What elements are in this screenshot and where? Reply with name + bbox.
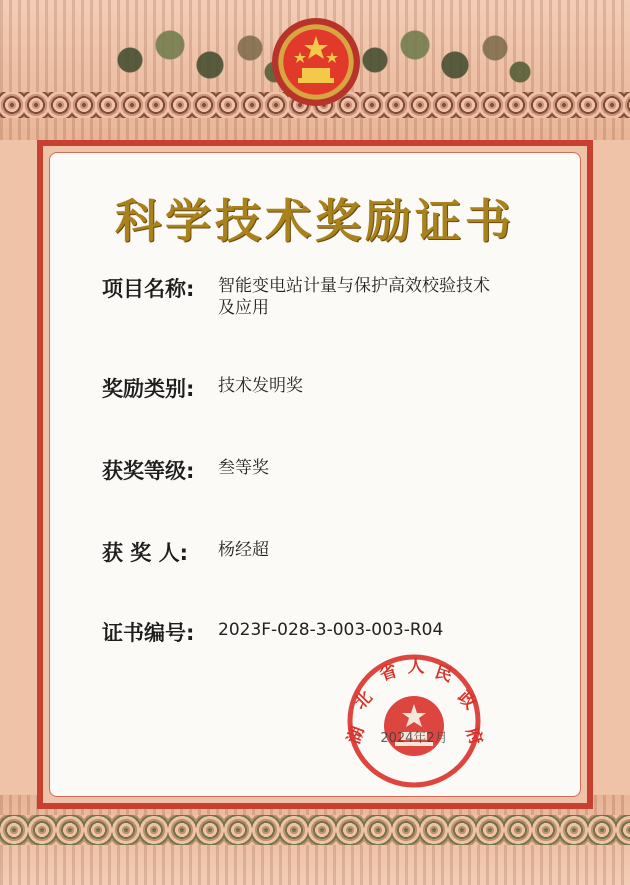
official-seal-stamp bbox=[343, 652, 487, 790]
svg-text:政: 政 bbox=[453, 687, 480, 714]
field-value: 2023F-028-3-003-003-R04 bbox=[218, 620, 444, 640]
svg-text:北: 北 bbox=[350, 687, 377, 714]
field-label: 项目名称: bbox=[102, 277, 195, 301]
field-label: 获 奖 人: bbox=[102, 541, 189, 565]
field-value: 杨经超 bbox=[218, 540, 269, 560]
field-label: 获奖等级: bbox=[102, 459, 195, 483]
svg-text:湖: 湖 bbox=[343, 723, 369, 747]
svg-text:民: 民 bbox=[432, 662, 455, 687]
field-label: 奖励类别: bbox=[102, 377, 195, 401]
issue-date: 2024年2月 bbox=[380, 731, 448, 746]
svg-text:省: 省 bbox=[377, 661, 400, 686]
field-value: 技术发明奖 bbox=[218, 376, 303, 396]
top-ornament-band bbox=[0, 0, 630, 140]
peony-ornament-right bbox=[345, 10, 535, 100]
project-name-line-1: 智能变电站计量与保护高效校验技术 bbox=[218, 276, 490, 296]
certificate-title: 科学技术奖励证书 bbox=[115, 194, 515, 248]
project-name-line-2: 及应用 bbox=[218, 298, 269, 318]
field-label: 证书编号: bbox=[102, 621, 195, 645]
svg-text:人: 人 bbox=[407, 657, 425, 677]
bottom-lace-pattern bbox=[0, 815, 630, 845]
field-value: 叁等奖 bbox=[218, 458, 269, 478]
field-value bbox=[218, 275, 490, 319]
peony-ornament-left bbox=[100, 10, 290, 100]
svg-text:府: 府 bbox=[461, 724, 487, 748]
national-emblem-icon bbox=[272, 18, 360, 106]
